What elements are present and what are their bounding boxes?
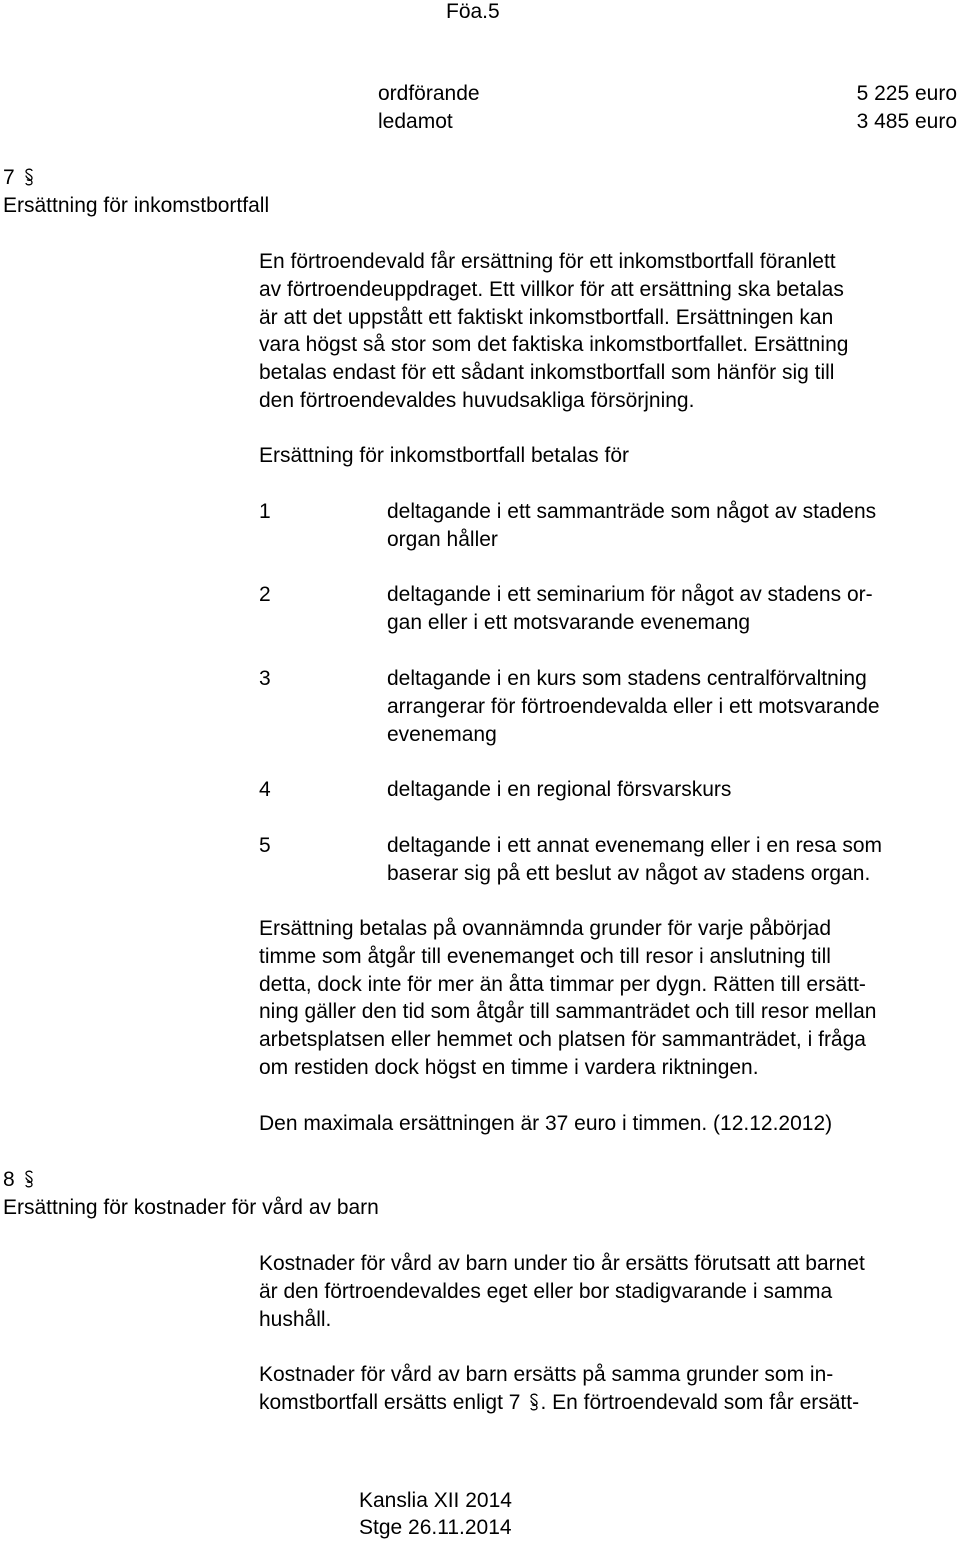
section-8-paragraph: Kostnader för vård av barn under tio år ersätts förutsatt att barnet är den förtroendevaldes eget eller bor stadigvarande i samma hushåll. <box>259 1252 865 1331</box>
list-item-number: 5 <box>259 834 271 857</box>
list-item-text: deltagande i ett seminarium för något av stadens or- gan eller i ett motsvarande evenemang <box>387 583 873 634</box>
list-lead-text: Ersättning för inkomstbortfall betalas för <box>259 444 630 467</box>
section-title: Ersättning för kostnader för vård av barn <box>3 1196 379 1219</box>
page-header-label: Föa.5 <box>446 0 500 23</box>
section-title: Ersättning för inkomstbortfall <box>3 194 270 217</box>
section-sign-icon <box>23 1169 35 1189</box>
list-item-number: 3 <box>259 667 271 690</box>
fee-amount: 5 225 euro <box>856 82 957 105</box>
section-number: 7 <box>3 164 35 192</box>
list-item-text: deltagande i ett sammanträde som något av stadens organ håller <box>387 500 877 551</box>
section-7-intro-paragraph: En förtroendevald får ersättning för ett inkomstbortfall föranlett av förtroendeuppdraget. Ett villkor för att ersättning ska betalas är att det uppstått ett faktiskt inkomstbortfall. Ersättningen kan vara högst så stor som det faktiska inkomstbortfallet. Ersättning betalas endast för ett sådant inkomstbortfall som hänför sig till den förtroendevaldes huvudsakliga försörjning. <box>259 250 849 412</box>
footer-line: Stge 26.11.2014 <box>359 1516 512 1539</box>
footer-line: Kanslia XII 2014 <box>359 1489 512 1512</box>
section-8-paragraph: Kostnader för vård av barn ersätts på samma grunder som in- komstbortfall ersätts enligt 7 . En förtroendevald som får ersätt- <box>259 1363 860 1414</box>
fee-role: ordförande <box>378 82 480 105</box>
list-item-number: 1 <box>259 500 271 523</box>
section-sign-icon <box>23 167 35 187</box>
list-item-text: deltagande i en regional försvarskurs <box>387 778 732 801</box>
section-sign-icon <box>528 1392 540 1412</box>
fee-amount: 3 485 euro <box>856 110 957 133</box>
list-item-text: deltagande i ett annat evenemang eller i en resa som baserar sig på ett beslut av något av stadens organ. <box>387 834 882 885</box>
max-compensation-text: Den maximala ersättningen är 37 euro i timmen. (12.12.2012) <box>259 1112 833 1135</box>
list-item-number: 2 <box>259 583 271 606</box>
list-item-text: deltagande i en kurs som stadens centralförvaltning arrangerar för förtroendevalda eller i ett motsvarande evenemang <box>387 667 880 746</box>
fee-role: ledamot <box>378 110 453 133</box>
list-item-number: 4 <box>259 778 271 801</box>
section-number: 8 <box>3 1166 35 1194</box>
section-7-basis-paragraph: Ersättning betalas på ovannämnda grunder för varje påbörjad timme som åtgår till evenemanget och till resor i anslutning till detta, dock inte för mer än åtta timmar per dygn. Rätten till ersätt- ning gäller den tid som åtgår till sammanträdet och till resor mellan arbetsplatsen eller hemmet och platsen för sammanträdet, i fråga om restiden dock högst en timme i vardera riktningen. <box>259 917 877 1079</box>
